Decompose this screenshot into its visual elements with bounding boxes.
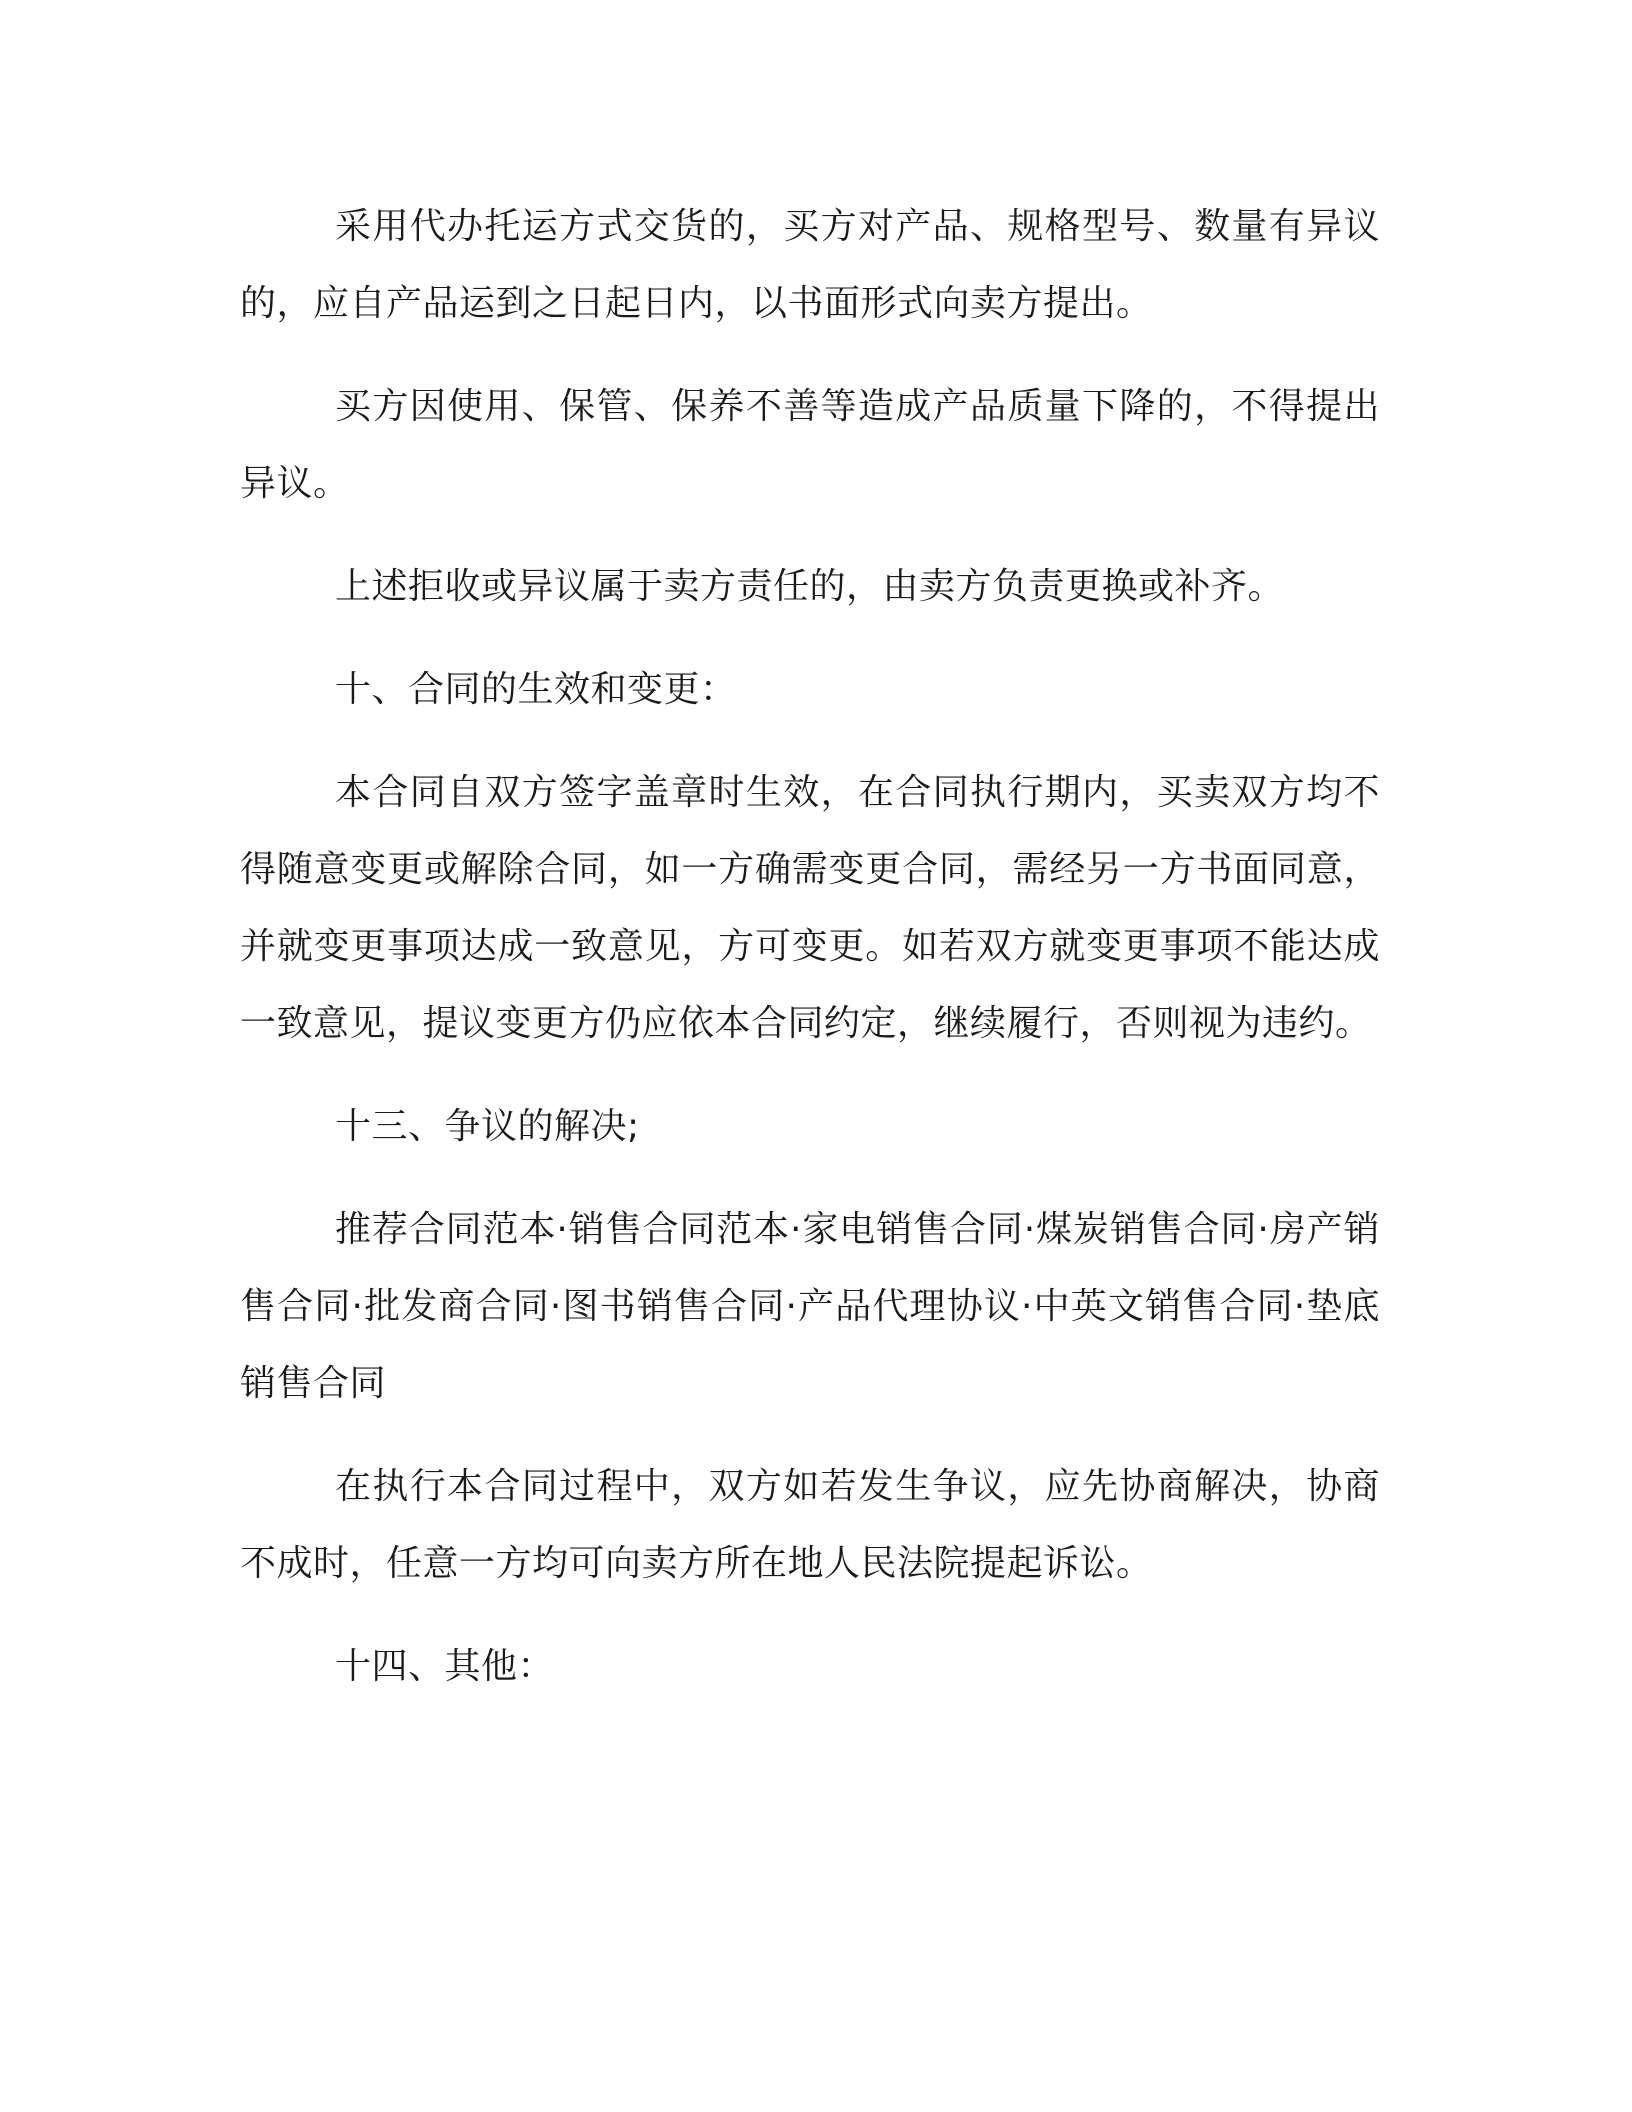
- document-body: [240, 188, 1380, 1731]
- paragraph-dispute-process: 在执行本合同过程中，双方如若发生争议，应先协商解决，协商不成时，任意一方均可向卖方所在地人民法院提起诉讼。: [240, 1466, 1380, 1584]
- paragraph-improper-use: 买方因使用、保管、保养不善等造成产品质量下降的，不得提出异议。: [240, 386, 1380, 504]
- section-heading-dispute-resolution: 十三、争议的解决;: [335, 1106, 640, 1147]
- paragraph-delivery-objection: 采用代办托运方式交货的，买方对产品、规格型号、数量有异议的，应自产品运到之日起日内，以书面形式向卖方提出。: [240, 206, 1380, 324]
- section-heading-other: 十四、其他：: [335, 1646, 555, 1687]
- paragraph-recommended-templates: 推荐合同范本·销售合同范本·家电销售合同·煤炭销售合同·房产销售合同·批发商合同·图书销售合同·产品代理协议·中英文销售合同·垫底销售合同: [240, 1209, 1380, 1404]
- paragraph-contract-effect: 本合同自双方签字盖章时生效，在合同执行期内，买卖双方均不得随意变更或解除合同，如一方确需变更合同，需经另一方书面同意，并就变更事项达成一致意见，方可变更。如若双方就变更事项不能达成一致意见，提议变更方仍应依本合同约定，继续履行，否则视为违约。: [240, 772, 1380, 1044]
- paragraph-seller-responsibility: 上述拒收或异议属于卖方责任的，由卖方负责更换或补齐。: [335, 566, 1285, 607]
- section-heading-effect-and-change: 十、合同的生效和变更：: [335, 669, 737, 710]
